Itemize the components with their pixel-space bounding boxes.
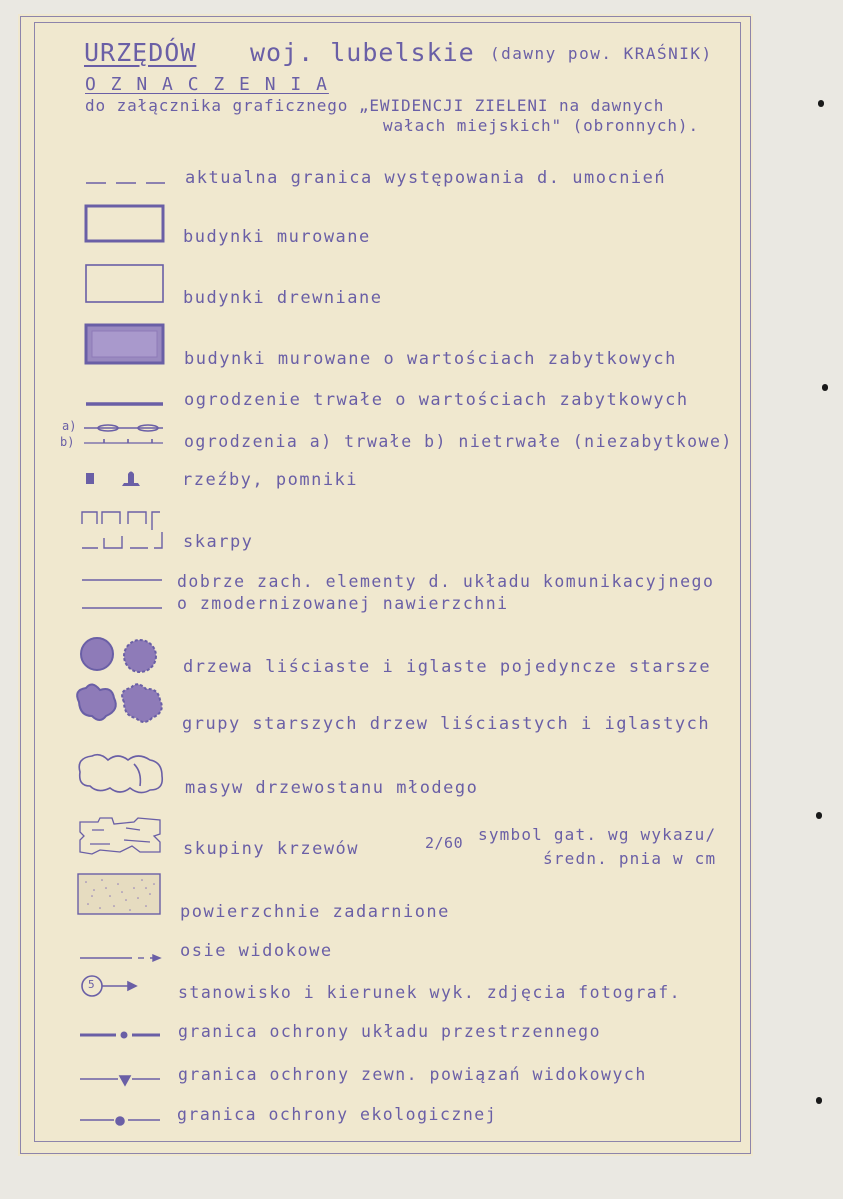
legend-item-06-label-b: b) — [60, 435, 75, 449]
subtitle-line1: do załącznika graficznego „EWIDENCJI ZIELENI na dawnych — [85, 96, 665, 115]
shrub-cluster-icon — [80, 818, 160, 854]
legend-title: O Z N A C Z E N I A — [85, 74, 329, 95]
legend-item-11: grupy starszych drzew liściastych i iglastych — [182, 714, 711, 734]
header-county: (dawny pow. KRAŚNIK) — [490, 44, 713, 63]
legend-item-08: skarpy — [183, 532, 254, 552]
legend-item-09-line1: dobrze zach. elementy d. układu komunikacyjnego — [177, 572, 715, 591]
legend-item-10: drzewa liściaste i iglaste pojedyncze starsze — [183, 657, 712, 677]
legend-item-13-symbol: 2/60 — [425, 834, 464, 852]
header-town: URZĘDÓW — [84, 38, 197, 67]
road-element-icon — [82, 580, 162, 608]
ecological-protection-boundary-icon — [80, 1117, 160, 1125]
monument-icon — [122, 472, 140, 487]
header-voivodeship: woj. lubelskie — [250, 38, 475, 67]
coniferous-tree-icon — [124, 640, 156, 672]
escarpment-icon — [82, 512, 162, 548]
photo-position-number: 5 — [88, 978, 95, 991]
deciduous-tree-group-icon — [77, 684, 116, 720]
coniferous-tree-group-icon — [122, 684, 162, 722]
legend-item-05: ogrodzenie trwałe o wartościach zabytkowych — [184, 390, 689, 410]
legend-item-07: rzeźby, pomniki — [182, 470, 359, 490]
young-forest-icon — [79, 755, 162, 793]
wooden-building-icon — [86, 265, 163, 302]
legend-item-19: granica ochrony ekologicznej — [177, 1105, 498, 1124]
view-axis-icon — [80, 955, 160, 961]
legend-item-16: stanowisko i kierunek wyk. zdjęcia fotograf. — [178, 983, 682, 1002]
legend-item-13-note-line1: symbol gat. wg wykazu/ — [478, 825, 717, 844]
sculpture-icon — [86, 473, 94, 484]
legend-item-03: budynki drewniane — [183, 288, 383, 308]
legend-item-09-line2: o zmodernizowanej nawierzchni — [177, 594, 509, 613]
legend-item-13-note-line2: średn. pnia w cm — [543, 849, 717, 868]
historic-building-icon — [86, 325, 163, 363]
subtitle-line2: wałach miejskich" (obronnych). — [383, 116, 699, 135]
legend-item-02: budynki murowane — [183, 227, 371, 247]
deciduous-tree-icon — [81, 638, 113, 670]
legend-item-06-label-a: a) — [62, 419, 77, 433]
turf-surface-icon — [78, 874, 160, 914]
view-protection-boundary-icon — [80, 1076, 160, 1085]
legend-item-12: masyw drzewostanu młodego — [185, 778, 479, 798]
legend-item-15: osie widokowe — [180, 941, 333, 961]
legend-item-13: skupiny krzewów — [183, 839, 360, 859]
legend-item-17: granica ochrony układu przestrzennego — [178, 1022, 602, 1041]
legend-item-18: granica ochrony zewn. powiązań widokowych — [178, 1065, 647, 1084]
fence-a-icon — [84, 425, 163, 431]
legend-item-04: budynki murowane o wartościach zabytkowych — [184, 349, 677, 369]
fence-b-icon — [84, 439, 163, 443]
spatial-protection-boundary-icon — [80, 1033, 160, 1037]
masonry-building-icon — [86, 206, 163, 241]
legend-item-06: ogrodzenia a) trwałe b) nietrwałe (niezabytkowe) — [184, 432, 733, 451]
legend-item-14: powierzchnie zadarnione — [180, 902, 450, 922]
legend-item-01: aktualna granica występowania d. umocnień — [185, 168, 667, 188]
